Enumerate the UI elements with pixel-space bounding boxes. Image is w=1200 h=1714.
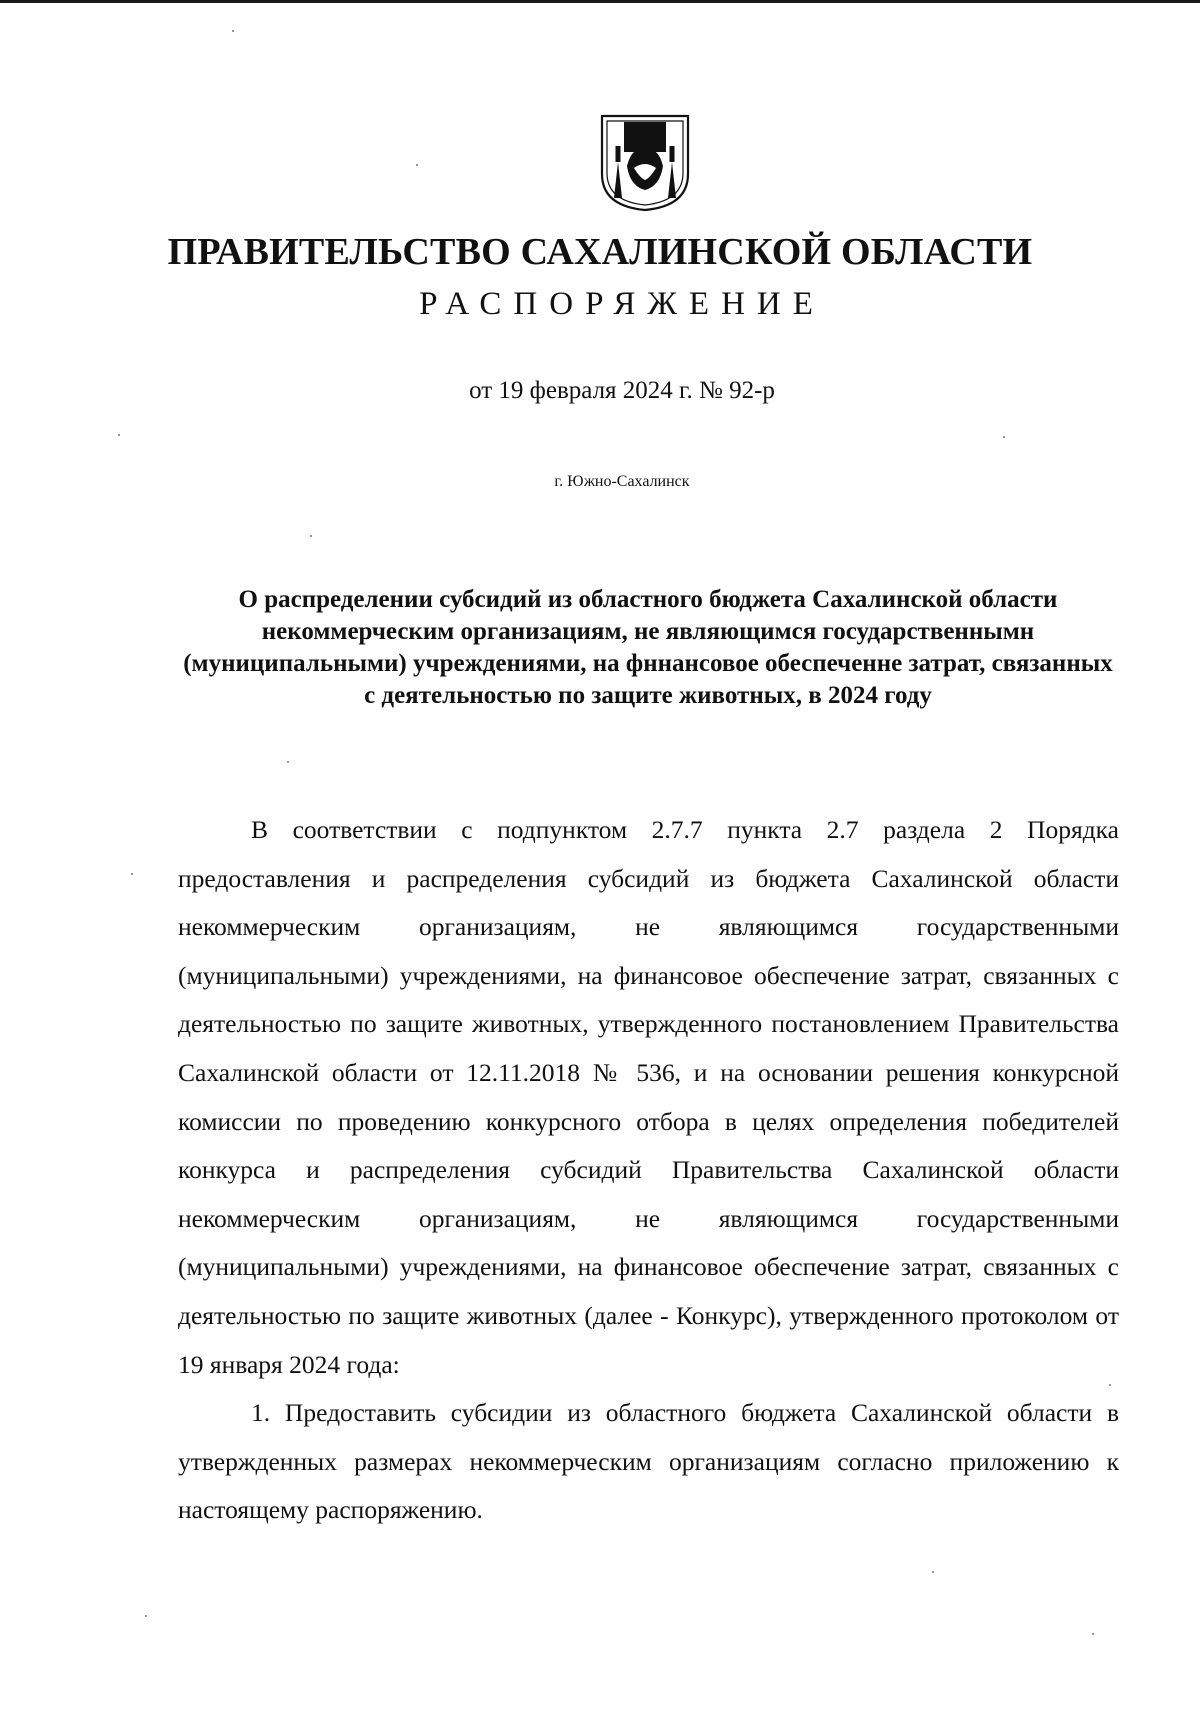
scan-speck: [1092, 1633, 1094, 1635]
scan-speck: [310, 535, 312, 537]
scan-speck: [131, 873, 133, 875]
document-subject-title: О распределении субсидий из областного бюджета Сахалинской области некоммерческим организациям, не являющимся государственнымн (муниципальными) учреждениями, на фннансовое обеспеченне затрат, связанных с деятельностью по защите животных, в 2024 году: [183, 586, 1113, 709]
scan-speck: [932, 1571, 934, 1573]
document-date-number: от 19 февраля 2024 г. № 92-р: [469, 377, 775, 404]
document-city: г. Южно-Сахалинск: [554, 473, 690, 490]
scan-speck: [118, 434, 120, 436]
scan-speck: [287, 761, 289, 763]
scan-top-edge: [0, 0, 1200, 3]
sakhalin-coat-of-arms-icon: [598, 112, 692, 212]
scan-speck: [232, 30, 234, 32]
scan-speck: [145, 1615, 147, 1617]
body-paragraph-preamble: В соответствии с подпунктом 2.7.7 пункта 2.7 раздела 2 Порядка предоставления и распределения субсидий из бюджета Сахалинской области некоммерческим организациям, не являющимся государственными (муниципальными) учреждениями, на финансовое обеспечение затрат, связанных с деятельностью по защите животных, утвержденного постановлением Правительства Сахалинской области от 12.11.2018 № 536, и на основании решения конкурсной комиссии по проведению конкурсного отбора в целях определения победителей конкурса и распределения субсидий Правительства Сахалинской области некоммерческим организациям, не являющимся государственными (муниципальными) учреждениями, на финансовое обеспечение затрат, связанных с деятельностью по защите животных (далее - Конкурс), утвержденного протоколом от 19 января 2024 года:: [178, 815, 1119, 1379]
body-paragraph-item-1: 1. Предоставить субсидии из областного бюджета Сахалинской области в утвержденных размерах некоммерческим организациям согласно приложению к настоящему распоряжению.: [178, 1398, 1119, 1525]
scan-speck: [1003, 436, 1005, 438]
organization-title: ПРАВИТЕЛЬСТВО САХАЛИНСКОЙ ОБЛАСТИ: [167, 231, 1033, 273]
document-type: РАСПОРЯЖЕНИЕ: [419, 286, 825, 322]
scan-speck: [416, 164, 418, 166]
document-body: [178, 806, 1119, 1535]
